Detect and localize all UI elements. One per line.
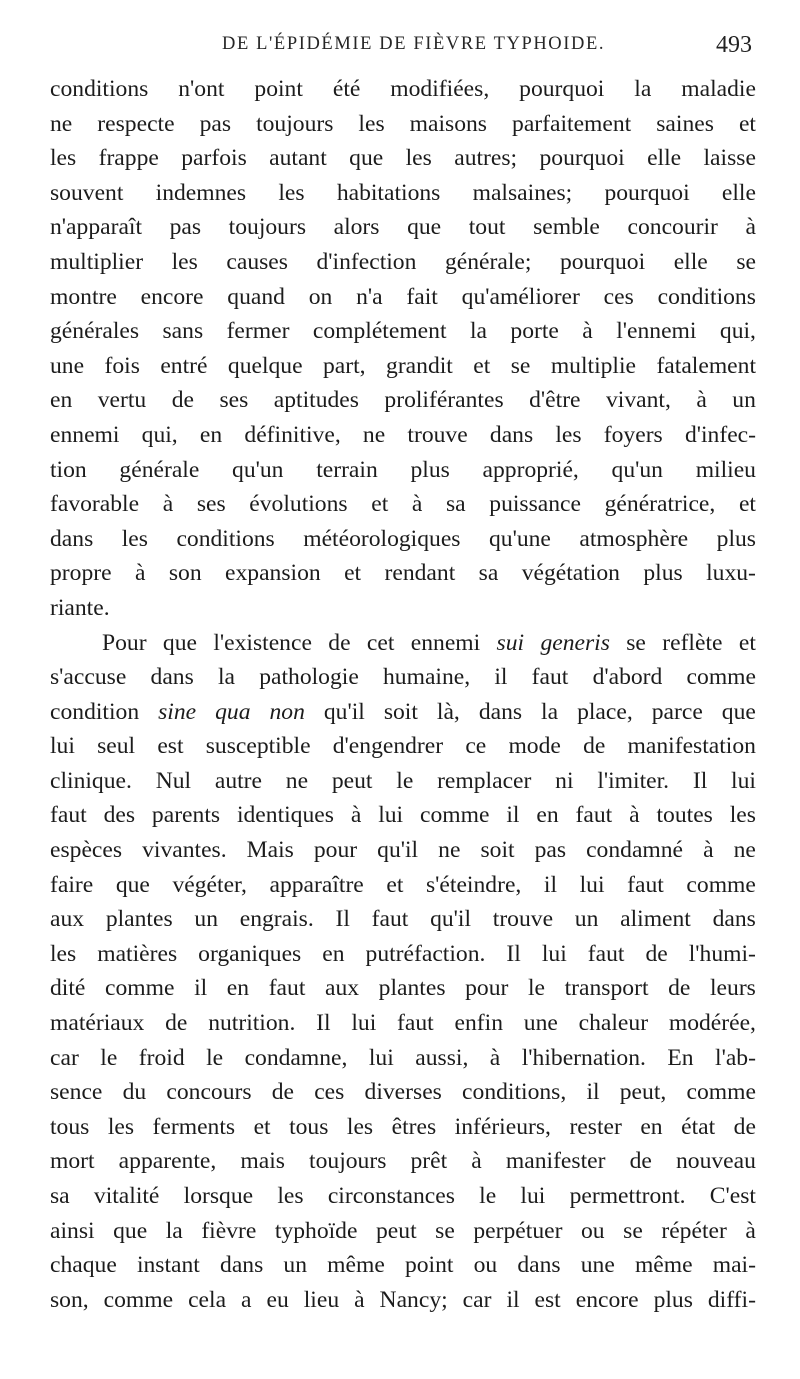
- text-line: espèces vivantes. Mais pour qu'il ne soit pas condamné à ne: [50, 837, 756, 864]
- paragraph: [50, 626, 756, 1318]
- body-text: [50, 72, 756, 1317]
- text-line: n'apparaît pas toujours alors que tout semble concourir à: [50, 214, 756, 241]
- text-line: une fois entré quelque part, grandit et se multiplie fatalement: [50, 352, 756, 379]
- text-line: car le froid le condamne, lui aussi, à l'hibernation. En l'ab-: [50, 1044, 756, 1071]
- text-line: générales sans fermer complétement la porte à l'ennemi qui,: [50, 318, 756, 345]
- paragraph: [50, 72, 756, 626]
- text-line: montre encore quand on n'a fait qu'améliorer ces conditions: [50, 283, 756, 310]
- running-head: [0, 30, 800, 70]
- text-line: Pour que l'existence de cet ennemi sui generis se reflète et: [102, 629, 756, 656]
- text-line: les matières organiques en putréfaction. Il lui faut de l'humi-: [50, 940, 756, 967]
- text-line: tous les ferments et tous les êtres inférieurs, rester en état de: [50, 1113, 756, 1140]
- text-line: faire que végéter, apparaître et s'éteindre, il lui faut comme: [50, 871, 756, 898]
- page-number: 493: [716, 32, 752, 58]
- text-line: dité comme il en faut aux plantes pour le transport de leurs: [50, 975, 756, 1002]
- text-line: tion générale qu'un terrain plus approprié, qu'un milieu: [50, 456, 756, 483]
- text-line: aux plantes un engrais. Il faut qu'il trouve un aliment dans: [50, 906, 756, 933]
- text-line: faut des parents identiques à lui comme il en faut à toutes les: [50, 802, 756, 829]
- text-line: propre à son expansion et rendant sa végétation plus luxu-: [50, 560, 756, 587]
- text-line: ennemi qui, en définitive, ne trouve dans les foyers d'infec-: [50, 421, 756, 448]
- text-line: clinique. Nul autre ne peut le remplacer ni l'imiter. Il lui: [50, 767, 756, 794]
- text-line: souvent indemnes les habitations malsaines; pourquoi elle: [50, 179, 756, 206]
- running-title: DE L'ÉPIDÉMIE DE FIÈVRE TYPHOIDE.: [222, 34, 606, 54]
- text-line: conditions n'ont point été modifiées, pourquoi la maladie: [50, 76, 756, 102]
- text-line: multiplier les causes d'infection générale; pourquoi elle se: [50, 248, 756, 275]
- text-line: ne respecte pas toujours les maisons parfaitement saines et: [50, 110, 756, 137]
- text-line: condition sine qua non qu'il soit là, dans la place, parce que: [50, 698, 756, 725]
- text-line: riante.: [50, 594, 110, 621]
- text-line: matériaux de nutrition. Il lui faut enfin une chaleur modérée,: [50, 1010, 756, 1037]
- text-line: s'accuse dans la pathologie humaine, il faut d'abord comme: [50, 664, 756, 691]
- text-line: lui seul est susceptible d'engendrer ce mode de manifestation: [50, 733, 756, 760]
- text-line: ainsi que la fièvre typhoïde peut se perpétuer ou se répéter à: [50, 1217, 756, 1244]
- text-line: sa vitalité lorsque les circonstances le lui permettront. C'est: [50, 1183, 756, 1209]
- text-line: chaque instant dans un même point ou dans une même mai-: [50, 1252, 756, 1279]
- text-line: favorable à ses évolutions et à sa puissance génératrice, et: [50, 491, 756, 518]
- text-line: dans les conditions météorologiques qu'une atmosphère plus: [50, 525, 756, 552]
- text-line: en vertu de ses aptitudes proliférantes d'être vivant, à un: [50, 387, 756, 414]
- text-line: les frappe parfois autant que les autres; pourquoi elle laisse: [50, 145, 756, 172]
- text-line: son, comme cela a eu lieu à Nancy; car il est encore plus diffi-: [50, 1286, 756, 1313]
- text-line: sence du concours de ces diverses conditions, il peut, comme: [50, 1079, 756, 1106]
- text-line: mort apparente, mais toujours prêt à manifester de nouveau: [50, 1148, 756, 1175]
